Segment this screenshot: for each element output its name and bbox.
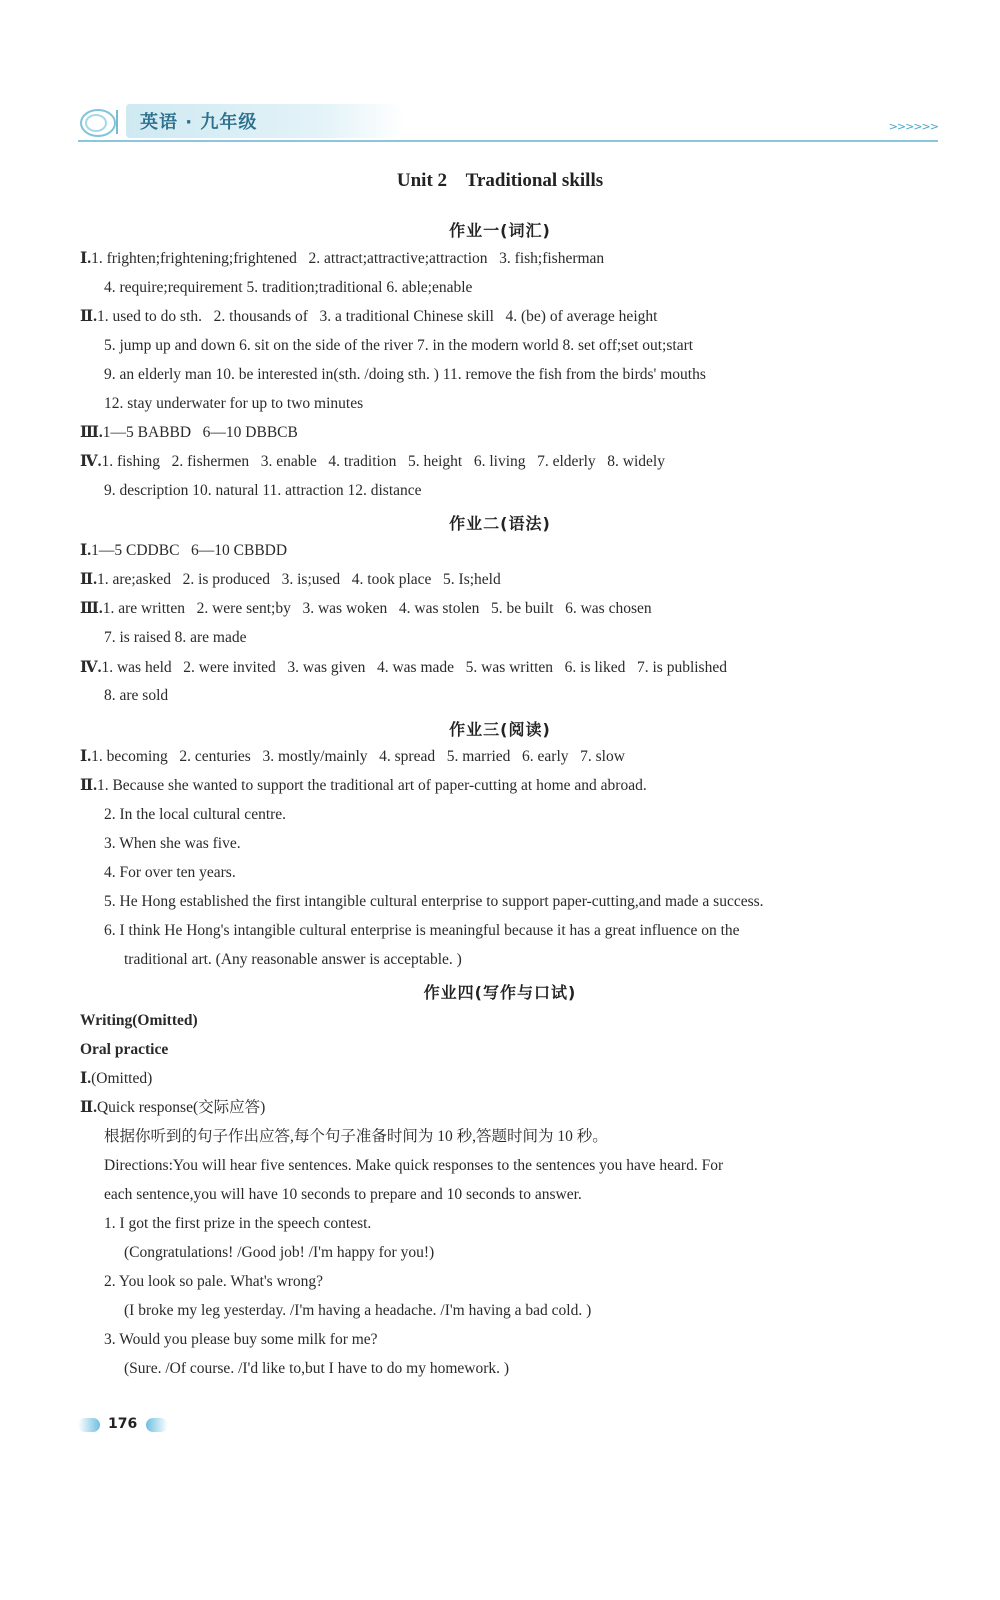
swirl-logo-icon	[78, 106, 120, 140]
hw3-part2-line1: Ⅱ.1. Because she wanted to support the traditional art of paper-cutting at home and abroad.	[80, 777, 647, 794]
writing-label: Writing(Omitted)	[80, 1012, 198, 1029]
hw1-part3-line1: Ⅲ.1—5 BABBD 6—10 DBBCB	[80, 424, 298, 441]
hw4-instructions-cn: 根据你听到的句子作出应答,每个句子准备时间为 10 秒,答题时间为 10 秒。	[104, 1128, 608, 1145]
answer-2: (I broke my leg yesterday. /I'm having a headache. /I'm having a bad cold. )	[124, 1302, 592, 1319]
hw2-part4-line1: Ⅳ.1. was held 2. were invited 3. was given 4. was made 5. was written 6. is liked 7. is published	[80, 659, 727, 676]
hw3-part2-line5: 5. He Hong established the first intangible cultural enterprise to support paper-cutting,and made a success.	[104, 893, 764, 910]
section-heading-2: 作业二(语法)	[449, 514, 551, 533]
oral-practice-label: Oral practice	[80, 1041, 169, 1058]
answer-3: (Sure. /Of course. /I'd like to,but I have to do my homework. )	[124, 1360, 510, 1377]
hw2-part1-line1: Ⅰ.1—5 CDDBC 6—10 CBBDD	[80, 542, 288, 559]
hw1-part1-line1: Ⅰ.1. frighten;frightening;frightened 2. attract;attractive;attraction 3. fish;fisherman	[80, 250, 605, 267]
header-rule	[78, 140, 938, 142]
hw3-part2-line4: 4. For over ten years.	[104, 864, 236, 881]
page-number-right-dot	[146, 1418, 168, 1432]
hw3-part2-line6: 6. I think He Hong's intangible cultural enterprise is meaningful because it has a great influence on the	[104, 922, 740, 939]
hw1-part1-line2: 4. require;requirement 5. tradition;traditional 6. able;enable	[104, 279, 473, 296]
question-2: 2. You look so pale. What's wrong?	[104, 1273, 324, 1290]
hw1-part2-line4: 12. stay underwater for up to two minutes	[104, 395, 364, 412]
hw2-part4-line2: 8. are sold	[104, 687, 169, 704]
hw1-part4-line2: 9. description 10. natural 11. attraction 12. distance	[104, 482, 422, 499]
hw2-part3-line2: 7. is raised 8. are made	[104, 629, 247, 646]
hw4-part2-line1: Ⅱ.Quick response(交际应答)	[80, 1099, 266, 1116]
hw1-part4-line1: Ⅳ.1. fishing 2. fishermen 3. enable 4. tradition 5. height 6. living 7. elderly 8. widely	[80, 453, 665, 470]
hw3-part1-line1: Ⅰ.1. becoming 2. centuries 3. mostly/mainly 4. spread 5. married 6. early 7. slow	[80, 748, 625, 765]
hw1-part2-line2: 5. jump up and down 6. sit on the side of the river 7. in the modern world 8. set off;set out;start	[104, 337, 694, 354]
page-header	[78, 104, 938, 144]
hw1-part2-line1: Ⅱ.1. used to do sth. 2. thousands of 3. a traditional Chinese skill 4. (be) of average height	[80, 308, 658, 325]
section-heading-4: 作业四(写作与口试)	[423, 983, 577, 1002]
hw2-part3-line1: Ⅲ.1. are written 2. were sent;by 3. was woken 4. was stolen 5. be built 6. was chosen	[80, 600, 652, 617]
hw4-part1-line1: Ⅰ.(Omitted)	[80, 1070, 153, 1087]
hw3-part2-line7: traditional art. (Any reasonable answer is acceptable. )	[124, 951, 462, 968]
question-1: 1. I got the first prize in the speech contest.	[104, 1215, 372, 1232]
hw3-part2-line3: 3. When she was five.	[104, 835, 241, 852]
hw3-part2-line2: 2. In the local cultural centre.	[104, 806, 287, 823]
unit-title: Unit 2 Traditional skills	[396, 170, 604, 191]
question-3: 3. Would you please buy some milk for me?	[104, 1331, 378, 1348]
header-divider	[116, 110, 118, 134]
chevrons-icon: >>>>>>	[888, 120, 938, 133]
hw4-directions-line1: Directions:You will hear five sentences. Make quick responses to the sentences you have heard. For	[104, 1157, 724, 1174]
answer-1: (Congratulations! /Good job! /I'm happy for you!)	[124, 1244, 435, 1261]
page-number: 176	[108, 1416, 138, 1432]
page-number-left-dot	[78, 1418, 100, 1432]
hw4-directions-line2: each sentence,you will have 10 seconds to prepare and 10 seconds to answer.	[104, 1186, 582, 1203]
header-title: 英语 · 九年级	[140, 112, 258, 133]
section-heading-3: 作业三(阅读)	[449, 720, 551, 739]
hw1-part2-line3: 9. an elderly man 10. be interested in(sth. /doing sth. ) 11. remove the fish from the birds' mouths	[104, 366, 706, 383]
hw2-part2-line1: Ⅱ.1. are;asked 2. is produced 3. is;used 4. took place 5. Is;held	[80, 571, 501, 588]
section-heading-1: 作业一(词汇)	[449, 221, 551, 240]
